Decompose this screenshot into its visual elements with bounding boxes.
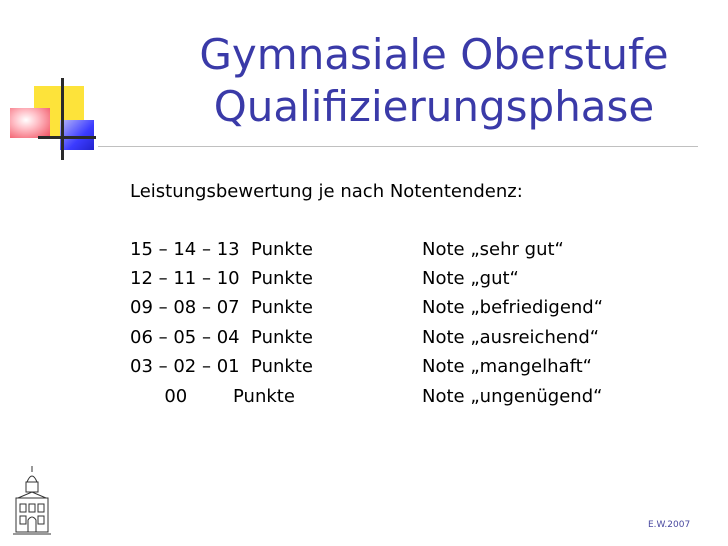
grade-text: Note „mangelhaft“ (422, 356, 592, 377)
slide-title-line-2: Qualifizierungsphase (213, 82, 655, 131)
decoration-vertical-line (61, 78, 64, 160)
grade-text: Note „befriedigend“ (422, 297, 604, 318)
decoration-blue-square (60, 120, 94, 150)
grade-row (130, 238, 690, 262)
grade-text: Note „gut“ (422, 268, 519, 289)
decoration-red-square (10, 108, 50, 138)
points-text: 09 – 08 – 07 Punkte (130, 297, 313, 318)
grade-row (130, 326, 690, 350)
grade-row (130, 385, 690, 409)
footer-credit: E.W.2007 (648, 520, 691, 530)
points-text: 15 – 14 – 13 Punkte (130, 239, 313, 260)
grade-text: Note „sehr gut“ (422, 239, 564, 260)
slide-title-line-1: Gymnasiale Oberstufe (199, 30, 669, 79)
title-underline (98, 146, 698, 147)
grade-row (130, 267, 690, 291)
grade-row (130, 355, 690, 379)
grade-row (130, 296, 690, 320)
intro-text: Leistungsbewertung je nach Notentendenz: (130, 181, 523, 202)
decoration-horizontal-line (38, 136, 96, 139)
grade-text: Note „ungenügend“ (422, 386, 603, 407)
points-text: 06 – 05 – 04 Punkte (130, 327, 313, 348)
building-logo-icon (12, 464, 52, 539)
points-text: 12 – 11 – 10 Punkte (130, 268, 313, 289)
points-text: 03 – 02 – 01 Punkte (130, 356, 313, 377)
points-text: 00 Punkte (130, 386, 295, 407)
grade-text: Note „ausreichend“ (422, 327, 600, 348)
